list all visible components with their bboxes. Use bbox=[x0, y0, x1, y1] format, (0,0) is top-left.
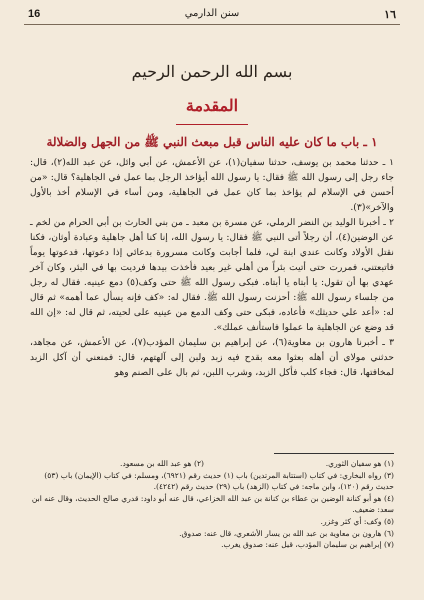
book-title: سنن الدارمي bbox=[184, 8, 240, 19]
footnote: (٦) هارون بن معاوية بن عبد الله بن يسار الأشعري، قال عنه: صدوق. bbox=[179, 528, 394, 538]
page-number-arabic: ١٦ bbox=[384, 8, 396, 21]
hadith-paragraph: ١ ـ حدثنا محمد بن يوسف، حدثنا سفيان(١)، عن الأعمش، عن أبي وائل، عن عبد الله(٢)، قال: جاء رجل إلى رسول الله ﷺ فقال: يا رسول الله أيؤاخذ الرجل بما عمل في الجاهلية؟ قال: «من أحسن في الإسلام لم يؤاخذ بما كان عمل في الجاهلية، ومن أساء في الإسلام أخذ بالأول والآخر»(٣). bbox=[30, 157, 394, 213]
hadith-paragraph: ٢ ـ أخبرنا الوليد بن النضر الرملي، عن مسرة بن معبد ـ من بني الحارث بن أبي الحرام من لخم ـ عن الوضين(٤)، أن رجلاً أتى النبي ﷺ فقال: يا رسول الله، إنا كنا أهل جاهلية وعبادة أوثان، فكنا نقتل الأولاد وكانت عندي ابنة لي، فلما أجابت وكانت مسرورة بدعائي إذا دعوتها، فدعوتها يوماً فاتبعتني، فمررت حتى أتيت بئراً من أهلي غير بعيد فأخذت بيدها فرديت بها في البئر، وكان آخر عهدي بها أن تقول: يا أبتاه يا أبتاه. فبكى رسول الله ﷺ حتى وكف(٥) دمع عينيه. فقال له رجل من جلساء رسول الله ﷺ: أحزنت رسول الله ﷺ. فقال له: «كف فإنه يسأل عما أهمه» ثم قال له: «أعد علي حديثك» فأعاده، فبكى حتى وكف الدمع من عينيه على لحيته، ثم قال له: «إن الله قد وضع عن الجاهلية ما عملوا فاستأنف عملك». bbox=[30, 217, 394, 333]
running-header bbox=[24, 6, 400, 25]
footnote: (٧) إبراهيم بن سليمان المؤدب، قيل عنه: صدوق يغرب. bbox=[221, 540, 394, 550]
heading-divider bbox=[176, 124, 248, 125]
footnote: (٥) وكف: أي كثر وغزر. bbox=[320, 516, 394, 526]
footnote: (٤) هو أبو كنانة الوضين بن عطاء بن كنانة بن عبد الله الخزاعي، قال عنه أبو داود: قدري صالح الحديث، وقال عنه ابن سعد: ضعيف. bbox=[31, 493, 394, 515]
footnote-row bbox=[30, 458, 394, 470]
footnote-separator bbox=[274, 453, 394, 454]
section-heading: المقدمة bbox=[185, 96, 239, 115]
footnote: (٣) رواه البخاري: في كتاب (استتابة المرتدين) باب (١) حديث رقم (٦٩٢١)، ومسلم: في كتاب (الإيمان) باب (٥٣) حديث رقم (١٢٠)، وابن ماجه: في كتاب (الزهد) باب (٢٩) حديث رقم (٤٢٤٢). bbox=[44, 470, 394, 492]
chapter-title: ١ ـ باب ما كان عليه الناس قبل مبعث النبي ﷺ من الجهل والضلالة bbox=[46, 135, 378, 149]
footnotes bbox=[30, 458, 394, 551]
hadith-paragraph: ٣ ـ أخبرنا هارون بن معاوية(٦)، عن إبراهيم بن سليمان المؤدب(٧)، عن الأعمش، عن مجاهد، حدثني مولاي أن أهله بعثوا معه بقدح فيه زبد ولبن إلى آلهتهم، قال: فمنعني أن آكل الزبد لمخافتها، قال: فجاء كلب فأكل الزبد، وشرب اللبن، ثم بال على الصنم وهو bbox=[30, 337, 394, 378]
page-number-latin: 16 bbox=[28, 8, 41, 20]
footnote: (٢) هو عبد الله بن مسعود. bbox=[120, 459, 204, 468]
basmala-calligraphy: بسم الله الرحمن الرحيم bbox=[131, 62, 293, 81]
footnote: (١) هو سفيان الثوري. bbox=[325, 459, 394, 468]
hadith-body bbox=[30, 155, 394, 380]
